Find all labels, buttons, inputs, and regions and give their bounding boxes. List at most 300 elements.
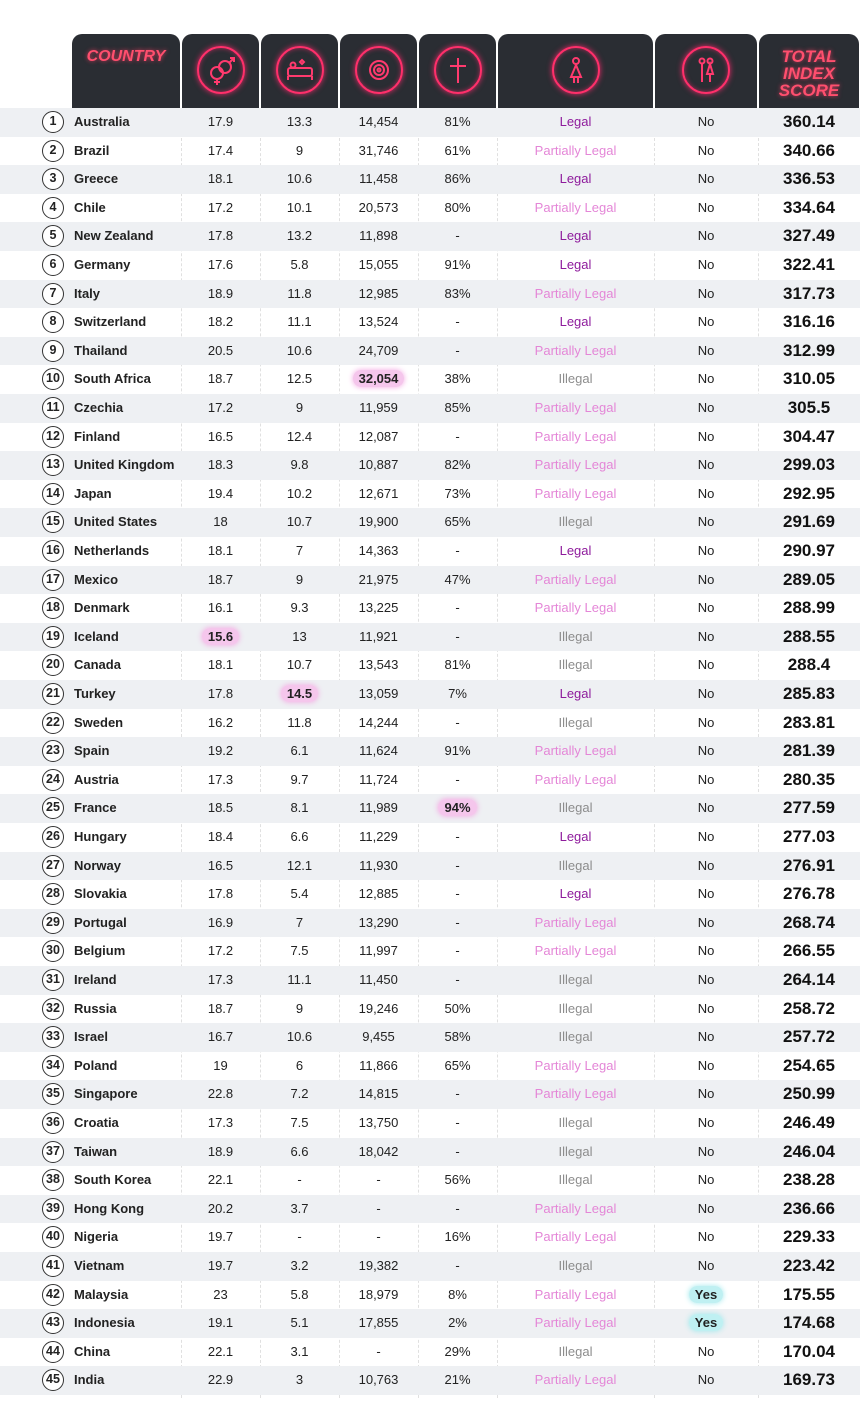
table-row [0,537,860,566]
col3-value: 11,458 [359,171,398,187]
col3-value: 13,059 [358,686,399,701]
table-row [0,566,860,595]
col3-value: 18,042 [358,1143,399,1159]
total-index-score: 250.99 [783,1084,835,1104]
legality-status: Illegal [558,628,593,644]
col4-value: 21% [444,1372,471,1388]
col6-value: No [697,543,715,558]
col2-value: 11.8 [287,285,312,301]
country-name: Greece [74,171,119,187]
rank-badge: 41 [42,1255,64,1277]
country-name: Portugal [74,914,127,930]
legality-status: Partially Legal [534,1372,617,1388]
col6-value: No [697,1086,715,1102]
col6-value: No [697,628,715,644]
col4-value: 85% [444,400,471,415]
col2-value: 10.7 [286,514,313,530]
col6-value: No [697,1343,715,1359]
col1-value: 16.5 [207,428,234,444]
col4-value: 81% [444,657,471,673]
col6-value: No [697,657,715,673]
rank-badge: 8 [42,311,64,333]
col3-value: 20,573 [358,199,399,215]
col2-value: 12.1 [286,857,313,873]
table-row [0,1166,860,1195]
col6-value: No [697,257,715,272]
col3-value: 19,382 [358,1258,399,1273]
total-index-score: 288.55 [783,626,835,646]
header-col-6 [655,34,757,110]
col2-value: 10.6 [286,342,313,358]
country-name: South Korea [74,1172,152,1188]
total-index-score: 276.91 [783,855,835,875]
table-row [0,337,860,366]
legality-status: Illegal [558,1172,593,1188]
country-name: Iceland [74,628,119,644]
table-row [0,222,860,251]
col1-value: 16.9 [207,914,234,930]
table-row [0,508,860,537]
legality-status: Partially Legal [534,428,617,444]
col1-value [182,623,259,652]
legality-status: Illegal [558,514,593,530]
total-index-score: 288.99 [783,598,835,618]
legality-status: Legal [559,171,592,187]
col4-value: - [455,943,460,959]
country-name: United Kingdom [74,457,175,473]
col1-value: 17.8 [207,886,234,902]
col1-value: 17.8 [207,228,234,244]
col6-value: No [697,857,715,873]
col2-value: 3.7 [290,1200,309,1216]
total-index-score: 258.72 [783,998,835,1018]
rank-badge: 13 [42,454,64,476]
col6-value: No [697,485,715,501]
col4-value: - [455,714,460,730]
country-name: Austria [74,771,119,787]
col2-value: - [297,1229,302,1245]
col2-value: 13.3 [286,114,313,129]
country-name: Russia [74,1000,117,1016]
col3-value: - [376,1200,381,1216]
col1-value: 17.8 [207,686,234,701]
total-index-score: 322.41 [783,255,835,274]
legality-status: Partially Legal [534,571,617,587]
legality-status: Illegal [558,657,593,673]
col6-value: No [697,114,715,129]
country-name: Denmark [74,600,130,616]
col6-value: No [697,1115,715,1130]
table-row [0,108,860,137]
rank-badge: 30 [42,940,64,962]
country-name: Canada [74,657,121,673]
col4-value: 80% [444,199,471,215]
table-row [0,937,860,966]
col6-value: No [697,829,715,844]
country-name: Chile [74,199,106,215]
col4-value: - [455,600,460,616]
table-row [0,1052,860,1081]
col2-value: 6.6 [290,1143,309,1159]
col6-value: No [697,714,715,730]
country-name: Thailand [74,342,128,358]
col2-value: 10.2 [286,485,313,501]
col1-value: 18.7 [207,371,234,387]
table-row [0,1366,860,1395]
col4-value: 91% [444,257,471,272]
col6-value: No [697,285,715,301]
country-name: Australia [74,114,130,129]
legality-status: Illegal [558,1143,593,1159]
woman-icon [552,46,600,94]
rank-badge: 1 [42,111,64,133]
col4-value: - [455,857,460,873]
country-name: Italy [74,285,101,301]
rank-badge: 42 [42,1284,64,1306]
table-row [0,737,860,766]
table-row [0,1223,860,1252]
total-index-score: 310.05 [783,369,835,389]
col1-value: 19.1 [207,1315,234,1331]
col6-value: No [697,886,715,902]
col3-value: 13,543 [358,657,399,673]
col2-value: 5.1 [290,1315,309,1331]
total-index-score: 291.69 [783,512,835,532]
rank-badge: 17 [42,569,64,591]
col2-value: 11.1 [287,972,312,987]
legality-status: Partially Legal [534,485,617,501]
col2-value: 3.1 [290,1343,309,1359]
legality-status: Legal [559,228,592,244]
rank-badge: 37 [42,1141,64,1163]
country-name: United States [74,514,158,530]
country-name: Nigeria [74,1229,119,1245]
cross-icon [434,46,482,94]
col3-value [340,365,417,394]
total-index-score: 290.97 [783,541,835,560]
col6-value [655,1309,757,1338]
condom-icon [355,46,403,94]
col3-value: 12,885 [358,886,399,902]
col4-value: 8% [448,1286,467,1302]
rank-badge: 20 [42,654,64,676]
table-row [0,1338,860,1367]
col1-value: 16.7 [207,1029,234,1045]
col4-value: 47% [444,571,471,587]
country-name: Slovakia [74,886,127,902]
total-index-score: 316.16 [783,312,835,332]
col6-value: No [697,371,715,387]
total-index-score: 229.33 [783,1227,835,1247]
rank-badge: 26 [42,826,64,848]
col4-value: - [455,1258,460,1273]
col3-value: 11,930 [359,857,398,873]
col4-value: 38% [444,371,471,387]
col2-value: 5.4 [290,886,309,902]
legality-status: Illegal [558,1000,593,1016]
col1-value: 22.9 [207,1372,234,1388]
rank-badge: 25 [42,797,64,819]
col6-value: No [697,972,715,987]
country-name: Finland [74,428,121,444]
legality-status: Illegal [558,1343,593,1359]
table-row [0,909,860,938]
rank-badge: 31 [42,969,64,991]
col2-value: 6.6 [290,829,309,844]
col2-value: - [297,1172,302,1188]
col1-value: 22.1 [207,1343,234,1359]
legality-status: Legal [559,257,592,272]
col1-value: 16.1 [207,600,234,616]
rank-badge: 45 [42,1369,64,1391]
table-row [0,651,860,680]
legality-status: Illegal [558,1115,593,1130]
header-col-2 [261,34,338,110]
col2-value: 3.2 [290,1258,309,1273]
col2-value: 7 [295,543,304,558]
total-index-score: 238.28 [783,1170,835,1190]
col3-value: 11,898 [359,228,398,244]
table-row [0,137,860,166]
rank-badge: 43 [42,1312,64,1334]
rank-badge: 23 [42,740,64,762]
rank-badge: 6 [42,254,64,276]
table-row [0,194,860,223]
rank-badge: 28 [42,883,64,905]
table-row [0,966,860,995]
col3-value: 10,887 [358,457,399,473]
col6-value: No [697,342,715,358]
table-row [0,251,860,280]
col6-value: No [697,1372,715,1388]
country-name: Czechia [74,400,124,415]
col1-value: 18.3 [207,457,234,473]
header-total [759,34,859,110]
col4-value: 83% [444,285,471,301]
legality-status: Partially Legal [534,914,617,930]
total-index-score: 254.65 [783,1055,835,1075]
col2-value: 9.3 [290,600,309,616]
col3-value: 14,363 [358,543,399,558]
total-index-score: 288.4 [787,655,831,675]
col3-value: 14,454 [358,114,399,129]
col4-value: 56% [444,1172,471,1188]
col2-value: 7.5 [290,943,309,959]
col2-value: 9 [295,142,304,158]
rank-badge: 32 [42,998,64,1020]
table-header [0,0,860,110]
col3-value: 13,225 [358,600,399,616]
rank-badge: 11 [42,397,64,419]
col4-value: - [455,1115,460,1130]
country-name: Indonesia [74,1315,135,1331]
legality-status: Illegal [558,800,593,816]
col2-value: 9 [295,1000,304,1016]
rank-badge: 19 [42,626,64,648]
rank-badge: 21 [42,683,64,705]
country-name: Israel [74,1029,108,1045]
col1-value: 17.9 [207,114,234,129]
total-index-score: 336.53 [783,169,835,189]
col6-value: No [697,1200,715,1216]
col2-value: 13.2 [286,228,313,244]
col2-value: 10.6 [286,1029,313,1045]
country-name: Netherlands [74,543,150,558]
highlight-badge: 94% [438,799,476,816]
legality-status: Partially Legal [534,600,617,616]
rank-badge: 15 [42,511,64,533]
table-row [0,623,860,652]
country-name: Hong Kong [74,1200,145,1216]
country-name: Sweden [74,714,124,730]
col4-value: - [455,1143,460,1159]
col2-value: 7.2 [290,1086,309,1102]
legality-status: Partially Legal [534,1286,617,1302]
rank-badge: 33 [42,1026,64,1048]
col1-value: 22.1 [207,1172,234,1188]
total-index-score: 246.04 [783,1141,835,1161]
col6-value [655,1281,757,1310]
total-index-score: 174.68 [783,1313,835,1333]
col1-value: 18.5 [207,800,234,816]
rank-badge: 9 [42,340,64,362]
rank-badge: 12 [42,426,64,448]
rank-badge: 36 [42,1112,64,1134]
col2-value: 12.4 [286,428,313,444]
col4-value: 16% [444,1229,471,1245]
col1-value: 18.9 [207,1143,234,1159]
table-row [0,1023,860,1052]
table-row [0,280,860,309]
col6-value: No [697,199,715,215]
col4-value: 29% [444,1343,471,1359]
total-index-score: 285.83 [783,684,835,703]
legality-status: Partially Legal [534,771,617,787]
rank-badge: 7 [42,283,64,305]
total-index-score: 360.14 [783,112,835,131]
col3-value: 14,815 [358,1086,399,1102]
col1-value: 22.8 [207,1086,234,1102]
legality-status: Illegal [558,714,593,730]
col1-value: 18.7 [207,1000,234,1016]
col6-value: No [697,1143,715,1159]
table-row [0,423,860,452]
col2-value: 7.5 [290,1115,309,1130]
total-index-score: 264.14 [783,970,835,989]
legality-status: Legal [559,886,592,902]
col3-value: 14,244 [358,714,399,730]
total-index-score: 268.74 [783,912,835,932]
total-index-score: 340.66 [783,140,835,160]
col1-value: 17.3 [207,1115,234,1130]
col3-value: 12,671 [358,485,399,501]
col3-value: 11,866 [359,1057,398,1073]
col4-value: 2% [448,1315,467,1331]
col2-value: 3 [295,1372,304,1388]
table-row [0,794,860,823]
col1-value: 18.9 [207,285,234,301]
col6-value: No [697,228,715,244]
country-name: Poland [74,1057,118,1073]
country-header-label: COUNTRY [86,48,166,65]
col6-value: No [697,400,715,415]
col3-value: 11,921 [359,628,398,644]
total-index-score: 276.78 [783,884,835,904]
col1-value: 17.2 [207,943,234,959]
table-row [0,880,860,909]
col3-value: 13,290 [358,914,399,930]
col3-value: 9,455 [362,1029,395,1045]
col3-value: 24,709 [358,342,399,358]
col4-value: - [455,428,460,444]
highlight-badge: Yes [689,1286,723,1303]
col1-value: 19.7 [207,1258,234,1273]
highlight-badge: 14.5 [281,685,318,702]
legality-status: Legal [559,543,592,558]
col4-value: - [455,886,460,902]
col1-value: 18.4 [207,829,234,844]
legality-status: Partially Legal [534,1315,617,1331]
rank-badge: 10 [42,368,64,390]
table-row [0,995,860,1024]
total-index-score: 292.95 [783,483,835,503]
country-name: Turkey [74,686,116,701]
col4-value: 91% [444,743,471,759]
total-index-score: 327.49 [783,226,835,246]
legality-status: Illegal [558,1029,593,1045]
col4-value: 61% [444,142,471,158]
total-index-score: 304.47 [783,426,835,446]
total-index-score: 283.81 [783,712,835,732]
rank-badge: 27 [42,855,64,877]
table-row [0,1252,860,1281]
table-row [0,1109,860,1138]
col3-value: 17,855 [358,1315,399,1331]
total-index-score: 223.42 [783,1256,835,1275]
col6-value: No [697,1057,715,1073]
col3-value: 19,900 [358,514,399,530]
country-name: Vietnam [74,1258,125,1273]
col2-value: 6 [295,1057,304,1073]
col6-value: No [697,686,715,701]
col1-value: 19.4 [207,485,234,501]
col3-value: 11,624 [359,743,398,759]
country-name: Mexico [74,571,119,587]
country-name: Hungary [74,829,127,844]
rank-badge: 38 [42,1169,64,1191]
col1-value: 18.1 [207,657,234,673]
rank-badge: 22 [42,712,64,734]
total-index-score: 246.49 [783,1113,835,1132]
total-index-score: 281.39 [783,741,835,761]
rank-badge: 2 [42,140,64,162]
col2-value: 10.1 [286,199,313,215]
total-index-score: 280.35 [783,769,835,789]
total-index-score: 305.5 [787,398,831,417]
col1-value: 20.2 [207,1200,234,1216]
col4-value: - [455,829,460,844]
rank-badge: 39 [42,1198,64,1220]
legality-status: Legal [559,314,592,330]
table-row [0,1309,860,1338]
col6-value: No [697,771,715,787]
country-name: Germany [74,257,131,272]
col2-value: 10.6 [286,171,313,187]
rank-badge: 4 [42,197,64,219]
col2-value: 5.8 [290,257,309,272]
table-row [0,308,860,337]
table-row [0,1080,860,1109]
